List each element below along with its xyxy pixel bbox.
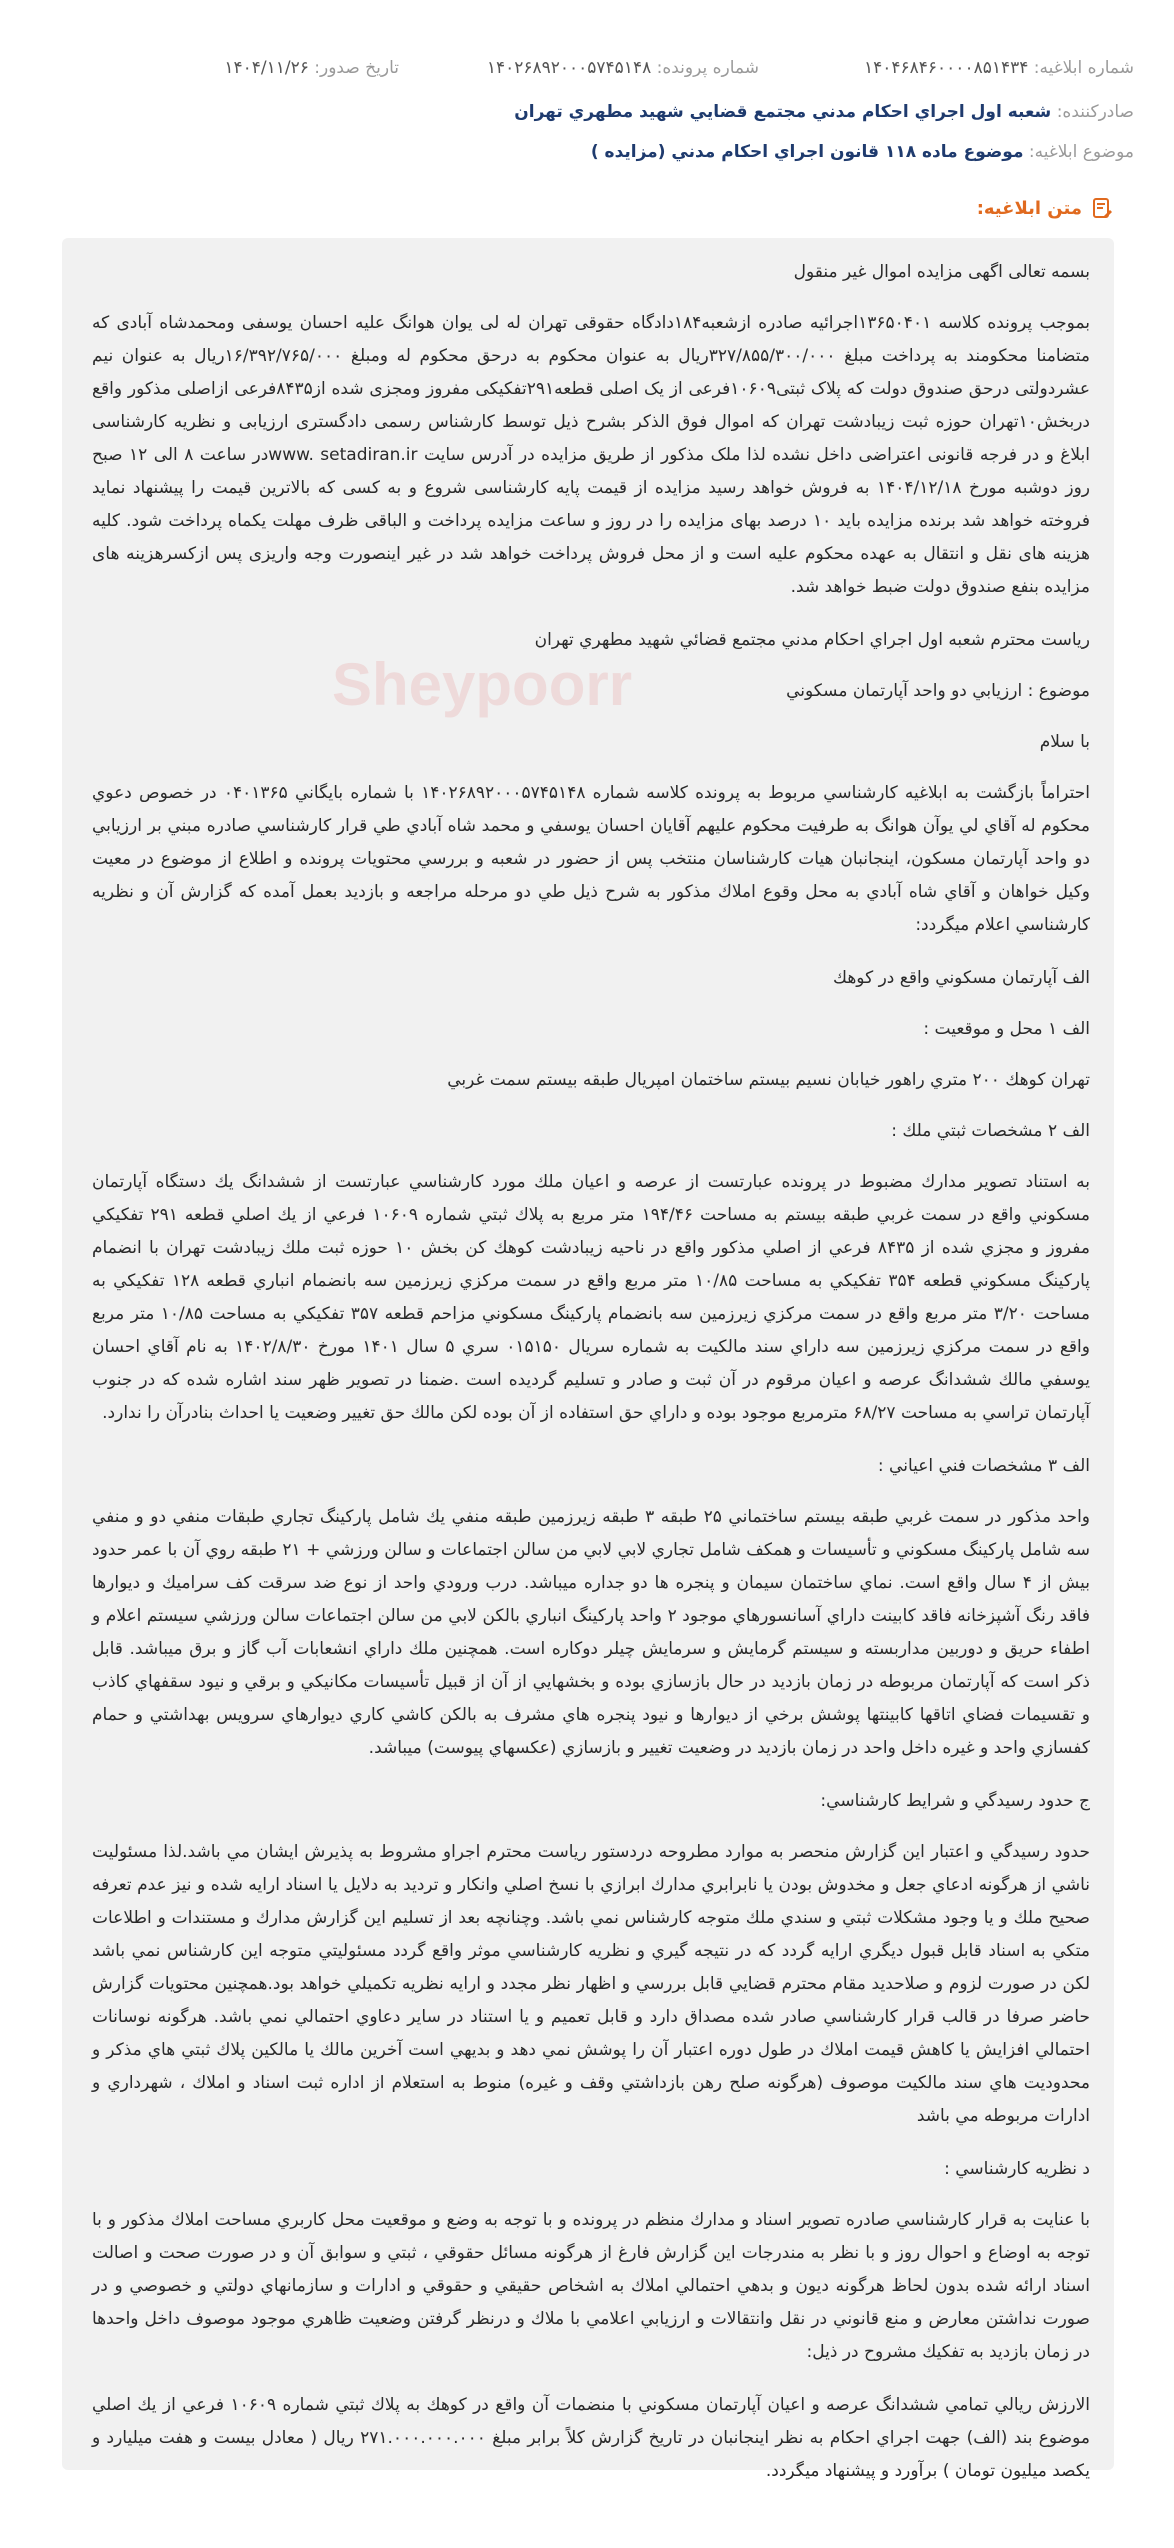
- paragraph: د نظريه كارشناسي :: [944, 2159, 1090, 2179]
- issuer: [514, 102, 1134, 122]
- paragraph: ج حدود رسيدگي و شرايط كارشناسي:: [820, 1791, 1090, 1811]
- paragraph: تهران كوهك ۲۰۰ متري راهور خيابان نسيم بيستم ساختمان امپريال طبقه بيستم سمت غربي: [447, 1070, 1090, 1090]
- subject-value: موضوع ماده ۱۱۸ قانون اجراي احكام مدني (مزايده ): [590, 142, 1024, 162]
- body-title: [977, 196, 1114, 220]
- notice-number-value: ۱۴۰۴۶۸۴۶۰۰۰۰۸۵۱۴۳۴: [864, 58, 1029, 78]
- notice-number-label: شماره ابلاغیه:: [1033, 58, 1134, 78]
- body-title-text: متن ابلاغیه:: [976, 197, 1082, 219]
- issue-date-value: ۱۴۰۴/۱۱/۲۶: [224, 58, 309, 78]
- issue-date-label: تاریخ صدور:: [314, 58, 399, 78]
- notice-body: [62, 238, 1114, 2481]
- issuer-label: صادرکننده:: [1056, 102, 1134, 122]
- paragraph: الارزش ريالي تمامي ششدانگ عرصه و اعيان آپارتمان مسكوني با منضمات آن واقع در كوهك به پلاك ثبتي شماره ۱۰۶۰۹ فرعي از يك اصلي موضوع بند (الف) جهت اجراي احكام به نظر اينجانبان در تاريخ گزارش كلاً برابر مبلغ ۲۷۱.۰۰۰.۰۰۰.۰۰۰ ريال ( معادل بيست و هفت ميليارد و يكصد ميليون تومان ) برآورد و پيشنهاد ميگردد.: [92, 2395, 1091, 2481]
- notice-number: [864, 58, 1134, 78]
- document-edit-icon: [1090, 196, 1114, 220]
- subject-label: موضوع ابلاغیه:: [1028, 142, 1134, 162]
- paragraph: الف ۲ مشخصات ثبتي ملك :: [891, 1121, 1090, 1141]
- case-number-value: ۱۴۰۲۶۸۹۲۰۰۰۵۷۴۵۱۴۸: [486, 58, 652, 78]
- paragraph: احتراماً بازگشت به ابلاغيه كارشناسي مربوط به پرونده كلاسه شماره ۱۴۰۲۶۸۹۲۰۰۰۵۷۴۵۱۴۸ با شماره بايگاني ۰۴۰۱۳۶۵ در خصوص دعوي محكوم له آقاي لي يوآن هوانگ به طرفيت محكوم عليهم آقايان احسان يوسفي و محمد شاه آبادي طي قرار كارشناسي صادره مبني بر ارزيابي دو واحد آپارتمان مسكون، اينجانبان هيات كارشناسان منتخب پس از حضور در شعبه و بررسي محتويات پرونده و اطلاع از موضوع در معيت وكيل خواهان و آقاي شاه آبادي به محل وقوع املاك مذكور به شرح ذيل طي دو مرحله مراجعه و بازديد بعمل آمده كه گزارش آن و نظريه كارشناسي اعلام ميگردد:: [92, 783, 1090, 935]
- case-number: [487, 58, 759, 78]
- paragraph: با عنايت به قرار كارشناسي صادره تصوير اسناد و مدارك منظم در پرونده و با توجه به وضع و موقعيت محل كاربري مساحت املاك مذكور و با توجه به اوضاع و احوال روز و با نظر به مندرجات اين گزارش فارغ از هرگونه مسائل حقوقي ، ثبتي و سوابق آن و در صورت صحت و اصالت اسناد ارائه شده بدون لحاظ هرگونه ديون و بدهي احتمالي املاك به اشخاص حقيقي و حقوقي و ادارات و سازمانهاي دولتي و خصوصي و در صورت نداشتن معارض و منع قانوني در نقل وانتقالات و ارزيابي اعلامي با ملاك و درنظر گرفتن وضعيت ظاهري موجود موصوف داخل واحدها در زمان بازديد به تفكيك مشروح در ذيل:: [92, 2210, 1090, 2362]
- paragraph: موضوع : ارزيابي دو واحد آپارتمان مسكوني: [786, 681, 1090, 701]
- issuer-value: شعبه اول اجراي احكام مدني مجتمع قضايي شهيد مطهري تهران: [514, 102, 1052, 122]
- paragraph: به استناد تصوير مدارك مضبوط در پرونده عبارتست از عرصه و اعيان ملك مورد كارشناسي عبارتست از ششدانگ يك دستگاه آپارتمان مسكوني واقع در سمت غربي طبقه بيستم به مساحت ۱۹۴/۴۶ متر مربع به پلاك ثبتي شماره ۱۰۶۰۹ فرعي از يك اصلي قطعه ۲۹۱ تفكيكي مفروز و مجزي شده از ۸۴۳۵ فرعي از اصلي مذكور واقع در ناحيه زيبادشت كوهك كن بخش ۱۰ حوزه ثبت ملك زيبادشت تهران با انضمام پاركينگ مسكوني قطعه ۳۵۴ تفكيكي به مساحت ۱۰/۸۵ متر مربع واقع در سمت مركزي زيرزمين سه بانضمام انباري قطعه ۱۲۸ تفكيكي به مساحت ۳/۲۰ متر مربع واقع در سمت مركزي زيرزمين سه بانضمام پاركينگ مسكوني مزاحم قطعه ۳۵۷ تفكيكي به مساحت ۱۰/۸۵ متر مربع واقع در سمت مركزي زيرزمين سه داراي سند مالكيت به شماره سريال ۰۱۵۱۵۰ سري ۵ سال ۱۴۰۱ مورخ ۱۴۰۲/۸/۳۰ به نام آقاي احسان يوسفي مالك ششدانگ عرصه و اعيان مرقوم در آن ثبت و صادر و تسليم گرديده است .ضمنا در تصوير ظهر سند اشاره شده كه در جنوب آپارتمان تراسي به مساحت ۶۸/۲۷ مترمربع موجود بوده و داراي حق استفاده از آن بوده لكن مالك حق تغيير وضعيت يا احداث بنادرآن را ندارد.: [92, 1172, 1090, 1423]
- watermark-logo: Sheypoorr: [332, 651, 633, 718]
- issue-date: [224, 58, 399, 78]
- notice-subject: [591, 142, 1134, 162]
- paragraph: الف آپارتمان مسكوني واقع در كوهك: [833, 968, 1090, 988]
- paragraph: با سلام: [1039, 732, 1090, 752]
- case-number-label: شماره پرونده:: [656, 58, 759, 78]
- paragraph: رياست محترم شعبه اول اجراي احكام مدني مجتمع قضائي شهيد مطهري تهران: [534, 630, 1090, 650]
- paragraph: واحد مذكور در سمت غربي طبقه بيستم ساختماني ۲۵ طبقه ۳ طبقه زيرزمين طبقه منفي يك شامل پاركينگ تجاري طبقات منفي دو و منفي سه شامل پاركينگ مسكوني و تأسيسات و همكف شامل تجاري لابي لابي من سالن اجتماعات و سالن ورزشي + ۲۱ طبقه روي آن با عمر حدود بيش از ۴ سال واقع است. نماي ساختمان سيمان و پنجره ها دو جداره ميباشد. درب ورودي واحد از نوع ضد سرقت كف سراميك و ديوارها فاقد رنگ آشپزخانه فاقد كابينت داراي آسانسورهاي موجود ۲ واحد پاركينگ انباري بالكن لابي من سالن اجتماعات سالن ورزشي سيستم اعلام و اطفاء حريق و دوربين مداربسته و سيستم گرمايش و سرمايش چيلر دوكاره است. همچنين ملك داراي انشعابات آب گاز و برق ميباشد. قابل ذكر است كه آپارتمان مربوطه در زمان بازديد در حال بازسازي بوده و بخشهايي از آن از قبيل تأسيسات مكانيكي و برقي و نيود سقفهاي كاذب و تقسيمات فضاي اتاقها كابينتها پوشش برخي از ديوارها و نيود پنجره هاي مشرف به بالكن كاشي كاري ديوارهاي سرويس بهداشتي و حمام كفسازي واحد و غيره داخل واحد در زمان بازديد در وضعيت تغيير و بازسازي (عكسهاي پيوست) ميباشد.: [92, 1507, 1090, 1758]
- paragraph: بسمه تعالی اگهی مزایده اموال غیر منقول: [793, 262, 1090, 282]
- paragraph: الف ۳ مشخصات فني اعياني :: [877, 1456, 1090, 1476]
- paragraph: حدود رسيدگي و اعتبار اين گزارش منحصر به موارد مطروحه دردستور رياست محترم اجراو مشروط به پذيرش ايشان مي باشد.لذا مسئوليت ناشي از هرگونه ادعاي جعل و مخدوش بودن يا نابرابري مدارك ابرازي با نسخ اصلي وانكار و ترديد به دلايل يا اسناد ارايه شده و نيز عدم تعرفه صحيح ملك و يا وجود مشكلات ثبتي و سندي ملك متوجه كارشناس نمي باشد. وچنانچه بعد از تسليم اين گزارش مدارك و مستندات و اطلاعات متكي به اسناد قابل قبول ديگري ارايه گردد كه در نتيجه گيري و نظريه كارشناسي موثر واقع گردد مسئوليتي متوجه اين كارشناس نمي باشد لكن در صورت لزوم و صلاحديد مقام محترم قضايي قابل بررسي و اظهار نظر مجدد و ارايه نظريه تكميلي خواهد بود.همچنين محتويات گزارش حاضر صرفا در قالب قرار كارشناسي صادر شده مصداق دارد و قابل تعميم و يا استناد در ساير دعاوي احتمالي نمي باشد. هرگونه نوسانات احتمالي افزايش يا كاهش قيمت املاك در طول دوره اعتبار آن را پوشش نمي دهد و بديهي است آخرين مالك يا مالكين پلاك ثبتي هاي مذكر و محدوديت هاي سند مالكيت موصوف (هرگونه صلح رهن بازداشتي وقف و غيره) منوط به استعلام از اداره ثبت اسناد و املاك ، شهرداري و ادارات مربوطه مي باشد: [92, 1842, 1090, 2126]
- paragraph: الف ۱ محل و موقعيت :: [923, 1019, 1090, 1039]
- paragraph: بموجب پرونده کلاسه ۱۳۶۵‌۰۴۰۱اجرائیه صادره ازشعبه۱۸۴دادگاه حقوقی تهران له لی یوان هوانگ علیه احسان یوسفی ومحمدشاه آبادی که متضامنا محکومند به پرداخت مبلغ ۳۲۷/۸۵۵/۳۰۰/۰۰۰ریال به عنوان محکوم به درحق محکوم له ومبلغ ۱۶/۳۹۲/۷۶۵/۰۰۰ریال به عنوان نیم عشردولتی درحق صندوق دولت که پلاک ثبتی۱۰۶۰۹فرعی از یک اصلی قطعه۲۹۱تفکیکی مفروز ومجزی شده از۸۴۳۵فرعی ازاصلی مذکور واقع دربخش۱۰تهران حوزه ثبت زیبادشت تهران که اموال فوق الذکر بشرح ذیل توسط کارشناس رسمی دادگستری ارزیابی و نظریه کارشناسی ابلاغ و در فرجه قانونی اعتراضی داخل نشده لذا ملک مذکور از طریق مزایده در آدرس سایت www. setadiran.irدر ساعت ۸ الی ۱۲ صبح روز دوشبه مورخ ۱۴۰۴/۱۲/۱۸ به فروش خواهد رسید مزایده از قیمت پایه کارشناسی شروع و به کسی که بالاترین قیمت را پیشنهاد نماید فروخته خواهد شد برنده مزایده باید ۱۰ درصد بهای مزایده را در روز و ساعت مزایده پرداخت و الباقی ظرف مهلت یکماه پرداخت شود. کلیه هزینه های نقل و انتقال به عهده محکوم علیه است و از محل فروش پرداخت خواهد شد در غیر اینصورت وجه واریزی پس ازکسرهزینه های مزایده بنفع صندوق دولت ضبط خواهد شد.: [92, 313, 1091, 597]
